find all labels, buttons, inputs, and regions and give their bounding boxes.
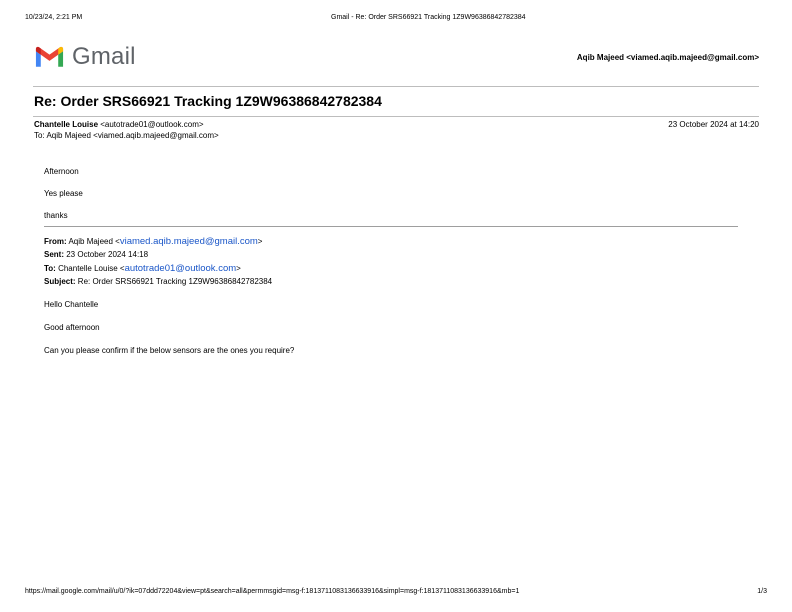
gmail-logo-icon <box>34 45 65 69</box>
gmail-wordmark: Gmail <box>72 43 136 70</box>
account-name: Aqib Majeed <viamed.aqib.majeed@gmail.com> <box>576 53 759 62</box>
quoted-from <box>44 236 262 247</box>
email-subject: Re: Order SRS66921 Tracking 1Z9W96386842782384 <box>34 93 382 109</box>
quote-divider <box>44 226 738 227</box>
quoted-from-email-link[interactable]: viamed.aqib.majeed@gmail.com <box>119 236 258 247</box>
quoted-to-label: To: <box>44 264 56 273</box>
quoted-body-line: Good afternoon <box>44 323 100 332</box>
quoted-subject <box>44 277 272 286</box>
print-url: https://mail.google.com/mail/u/0/?ik=07ddd72204&view=pt&search=all&permmsgid=msg-f:1813711083136633916&simpl=msg-f:1813711083136633916&mb=1 <box>25 588 520 595</box>
quoted-body-line: Hello Chantelle <box>44 300 99 309</box>
quoted-to <box>44 263 241 274</box>
sender-email: <autotrade01@outlook.com> <box>98 120 204 129</box>
print-datetime: 10/23/24, 2:21 PM <box>25 14 83 21</box>
quoted-sent-label: Sent: <box>44 250 64 259</box>
subject-divider <box>33 116 759 117</box>
recipient-line: To: Aqib Majeed <viamed.aqib.majeed@gmail.com> <box>34 131 219 140</box>
body-line: thanks <box>44 211 68 220</box>
quoted-subject-label: Subject: <box>44 277 76 286</box>
header-divider <box>33 86 759 87</box>
email-date: 23 October 2024 at 14:20 <box>668 120 759 129</box>
print-title: Gmail - Re: Order SRS66921 Tracking 1Z9W96386842782384 <box>331 14 526 21</box>
quoted-from-close: > <box>257 237 263 246</box>
quoted-to-close: > <box>236 264 241 273</box>
quoted-sent <box>44 250 148 259</box>
quoted-to-name: Chantelle Louise < <box>55 264 125 273</box>
quoted-to-email-link[interactable]: autotrade01@outlook.com <box>124 263 237 274</box>
quoted-sent-value: 23 October 2024 14:18 <box>64 250 149 259</box>
quoted-from-label: From: <box>44 237 67 246</box>
quoted-subject-value: Re: Order SRS66921 Tracking 1Z9W96386842782384 <box>75 277 273 286</box>
print-page-number: 1/3 <box>757 588 767 595</box>
sender-name: Chantelle Louise <box>34 120 99 129</box>
body-line: Yes please <box>44 189 83 198</box>
quoted-body-line: Can you please confirm if the below sensors are the ones you require? <box>44 346 295 355</box>
sender-line <box>34 120 204 129</box>
body-line: Afternoon <box>44 167 79 176</box>
quoted-from-name: Aqib Majeed < <box>66 237 120 246</box>
